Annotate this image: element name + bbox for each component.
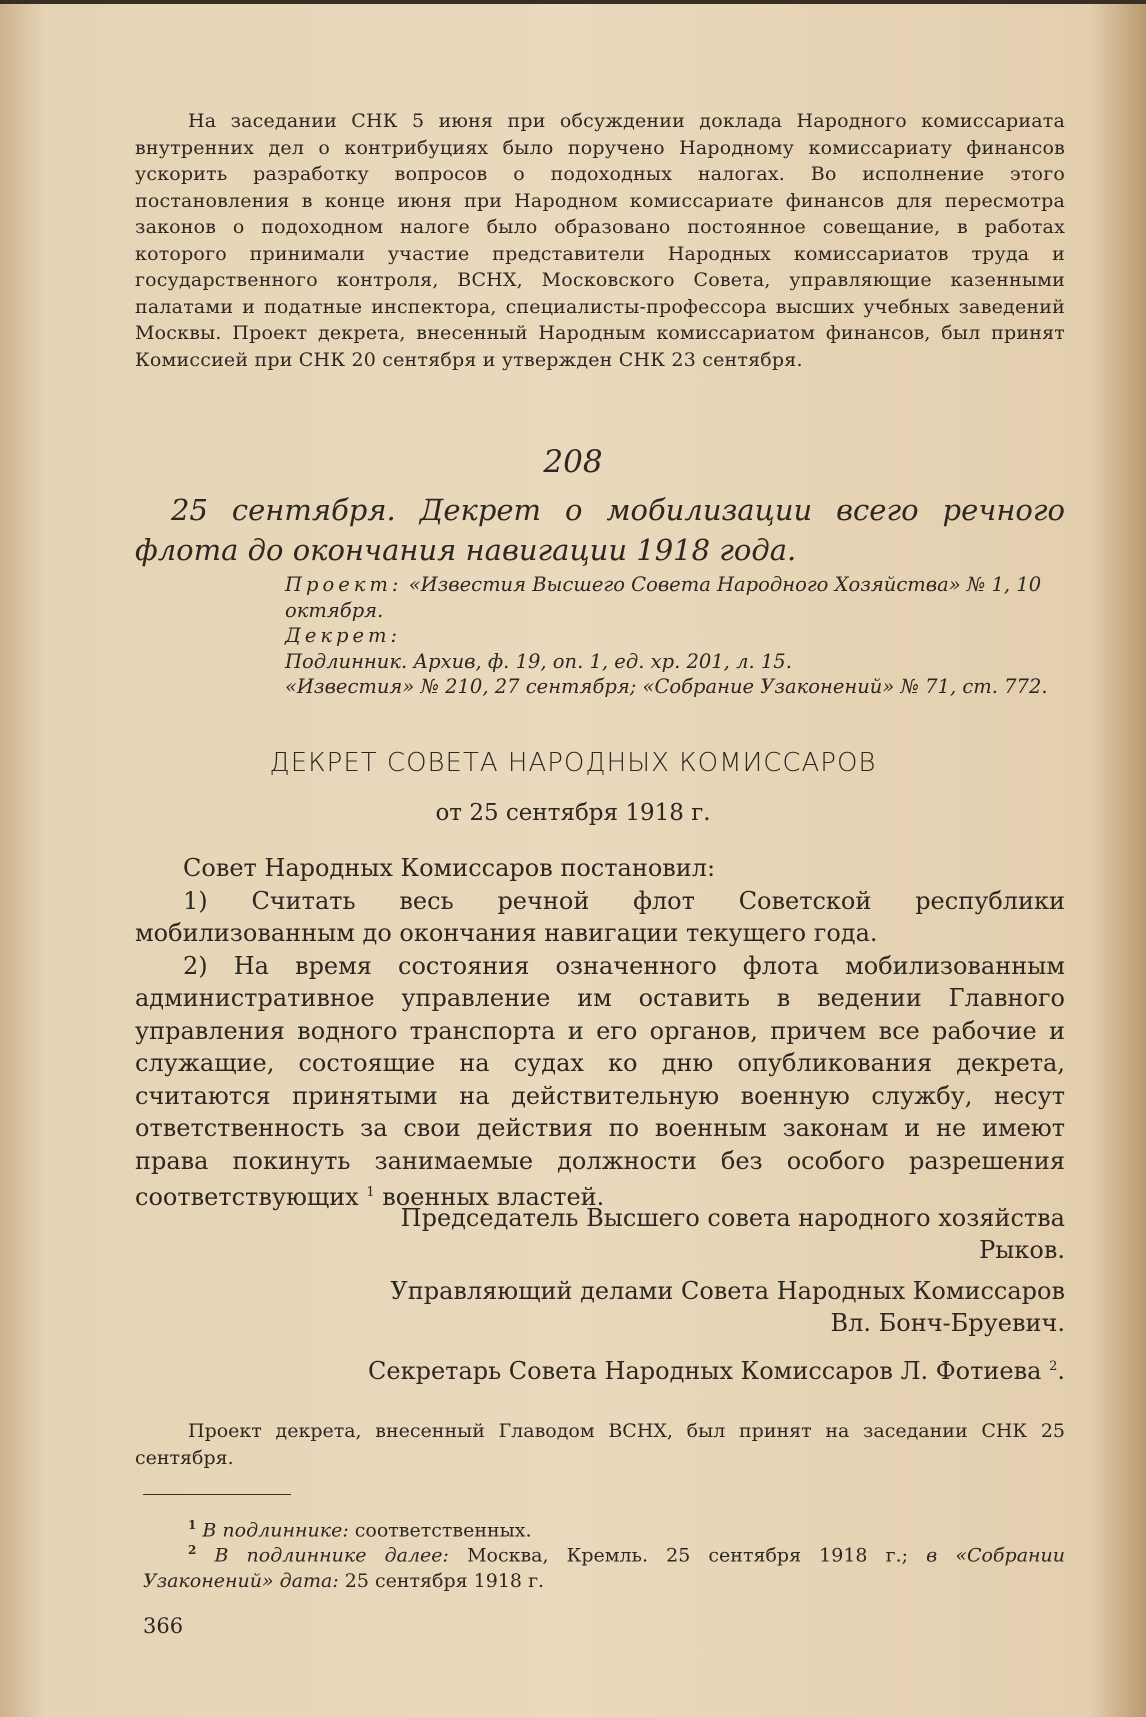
decree-date: от 25 сентября 1918 г. xyxy=(435,800,711,826)
signature-manager xyxy=(390,1275,1065,1339)
footnote-divider xyxy=(143,1494,291,1495)
signature-chairman xyxy=(401,1202,1065,1266)
source-decree-label: Декрет: xyxy=(285,624,402,647)
signature-chairman-title: Председатель Высшего совета народного хозяйства xyxy=(400,1204,1065,1232)
document-number: 208 xyxy=(543,444,603,480)
page-top-edge xyxy=(0,0,1146,4)
decree-point-2-end: военных властей. xyxy=(382,1183,605,1211)
decree-body xyxy=(135,852,1065,1214)
page-number: 366 xyxy=(143,1614,184,1638)
signature-manager-name: Вл. Бонч-Бруевич. xyxy=(830,1309,1065,1337)
editorial-note: Проект декрета, внесенный Главодом ВСНХ, был принят на заседании СНК 25 сентября. xyxy=(135,1420,1065,1469)
footnote-1-mark: 1 xyxy=(188,1518,197,1532)
signature-secretary xyxy=(368,1351,1065,1387)
decree-point-1: 1) Считать весь речной флот Советской республики мобилизованным до окончания навигации текущего года. xyxy=(135,886,1065,947)
decree-heading: ДЕКРЕТ СОВЕТА НАРОДНЫХ КОМИССАРОВ xyxy=(269,748,877,778)
footnote-1-label: В подлиннике: xyxy=(202,1519,349,1542)
decree-preamble: Совет Народных Комиссаров постановил: xyxy=(183,854,716,882)
intro-paragraph: На заседании СНК 5 июня при обсуждении доклада Народного комиссариата внутренних дел о контрибуциях было поручено Народному комиссариату финансов ускорить разработку вопросов о подоходных налогах. Во исполнение этого постановления в конце июня при Народном комиссариате финансов для пересмотра законов о подоходном налоге было образовано постоянное совещание, в работах которого принимали участие представители Народных комиссариатов труда и государственного контроля, ВСНХ, Московского Совета, управляющие казенными палатами и податные инспектора, специалисты-профессора высших учебных заведений Москвы. Проект декрета, внесенный Народным комиссариатом финансов, был принят Комиссией при СНК 20 сентября и утвержден СНК 23 сентября. xyxy=(135,110,1065,371)
signature-manager-title: Управляющий делами Совета Народных Комиссаров xyxy=(390,1277,1065,1305)
signature-chairman-name: Рыков. xyxy=(979,1236,1065,1264)
footnote-2-mark: 2 xyxy=(188,1543,197,1557)
decree-point-2-text: 2) На время состояния означенного флота мобилизованным административное управление им оставить в ведении Главного управления водного транспорта и его органов, причем все рабочие и служащие, состоящие на судах ко дню опубликования декрета, считаются принятыми на действительную военную службу, несут ответственность за свои действия по военным законам и не имеют права покинуть занимаемые должности без особого разрешения соответствующих xyxy=(135,951,1065,1211)
footnote-2-text: Москва, Кремль. 25 сентября 1918 г.; xyxy=(467,1544,909,1567)
footnote-2-label-2: в «Собрании Узаконений» дата: xyxy=(143,1544,1066,1593)
source-publications: «Известия» № 210, 27 сентября; «Собрание Узаконений» № 71, ст. 772. xyxy=(285,675,1048,698)
document-title: 25 сентября. Декрет о мобилизации всего речного флота до окончания навигации 1918 года. xyxy=(135,493,1065,567)
footnote-2-label: В подлиннике далее: xyxy=(214,1544,449,1567)
source-project-label: Проект: xyxy=(285,573,403,596)
source-original: Подлинник. Архив, ф. 19, оп. 1, ед. хр. 201, л. 15. xyxy=(285,649,792,673)
footnote-ref-1: 1 xyxy=(366,1185,375,1200)
source-project xyxy=(285,572,1065,623)
footnote-1-text: соответственных. xyxy=(354,1519,532,1542)
footnote-2 xyxy=(143,1537,1065,1594)
source-project-text: «Известия Высшего Совета Народного Хозяйства» № 1, 10 октября. xyxy=(285,573,1042,622)
signature-secretary-text: Секретарь Совета Народных Комиссаров Л. Фотиева xyxy=(368,1357,1042,1385)
signature-secretary-end: . xyxy=(1057,1357,1065,1385)
decree-point-2 xyxy=(135,950,1065,1214)
sources-block xyxy=(285,572,1065,700)
footnote-ref-2: 2 xyxy=(1049,1359,1058,1374)
footnote-2-text-2: 25 сентября 1918 г. xyxy=(344,1570,545,1593)
